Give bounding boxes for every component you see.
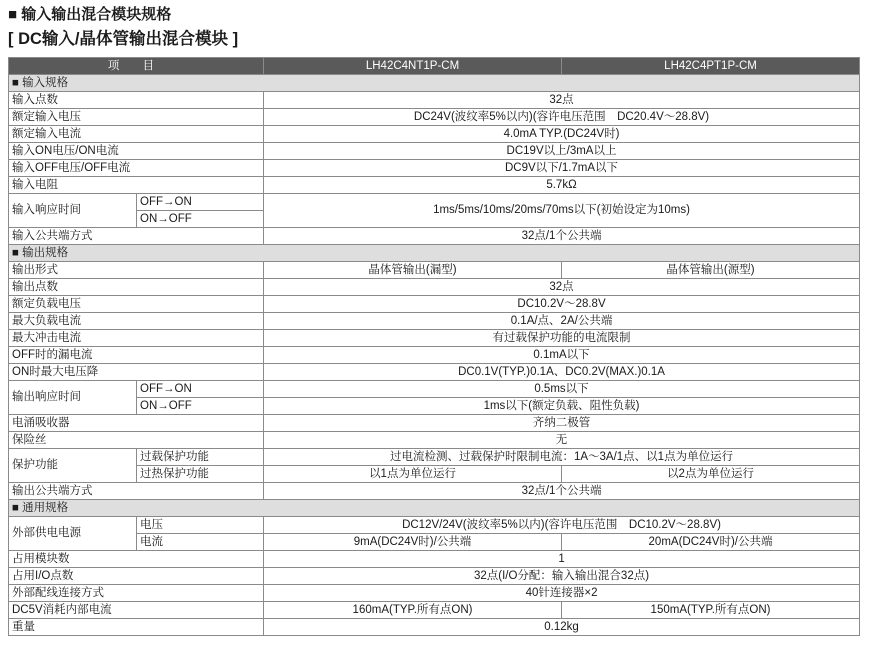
table-row [9, 381, 860, 398]
row-label: 最大冲击电流 [9, 330, 264, 347]
row-value: 无 [264, 432, 860, 449]
table-row [9, 602, 860, 619]
row-value: DC0.1V(TYP.)0.1A、DC0.2V(MAX.)0.1A [264, 364, 860, 381]
row-label: 输出点数 [9, 279, 264, 296]
table-row [9, 194, 860, 211]
row-value-a: 晶体管输出(漏型) [264, 262, 562, 279]
table-row [9, 466, 860, 483]
row-value: 32点(I/O分配：输入输出混合32点) [264, 568, 860, 585]
table-row [9, 126, 860, 143]
row-label: 保护功能 [9, 449, 137, 483]
table-row [9, 568, 860, 585]
section-row-input [9, 75, 860, 92]
table-row [9, 551, 860, 568]
row-label: 输入响应时间 [9, 194, 137, 228]
row-value: 32点 [264, 92, 860, 109]
table-row [9, 279, 860, 296]
row-value: DC24V(波纹率5%以内)(容许电压范围 DC20.4V～28.8V) [264, 109, 860, 126]
row-value: 0.1A/点、2A/公共端 [264, 313, 860, 330]
row-value: DC9V以下/1.7mA以下 [264, 160, 860, 177]
row-value: 4.0mA TYP.(DC24V时) [264, 126, 860, 143]
row-sublabel: 过载保护功能 [137, 449, 264, 466]
row-sublabel: ON→OFF [137, 398, 264, 415]
table-row [9, 534, 860, 551]
row-label: DC5V消耗内部电流 [9, 602, 264, 619]
row-value: 5.7kΩ [264, 177, 860, 194]
row-sublabel: OFF→ON [137, 381, 264, 398]
table-row [9, 483, 860, 500]
table-row [9, 92, 860, 109]
table-row [9, 313, 860, 330]
header-model-b: LH42C4PT1P-CM [562, 58, 860, 75]
table-row [9, 143, 860, 160]
section-label: ■ 输入规格 [9, 75, 860, 92]
row-value: 32点 [264, 279, 860, 296]
row-label: 外部配线连接方式 [9, 585, 264, 602]
row-value-b: 150mA(TYP.所有点ON) [562, 602, 860, 619]
row-label: 外部供电电源 [9, 517, 137, 551]
table-row [9, 262, 860, 279]
row-label: 输入OFF电压/OFF电流 [9, 160, 264, 177]
row-value: DC10.2V～28.8V [264, 296, 860, 313]
row-sublabel: ON→OFF [137, 211, 264, 228]
row-sublabel: 电流 [137, 534, 264, 551]
row-value: 0.12kg [264, 619, 860, 636]
table-row [9, 585, 860, 602]
table-row [9, 517, 860, 534]
row-value: 有过载保护功能的电流限制 [264, 330, 860, 347]
row-label: 额定负载电压 [9, 296, 264, 313]
row-value: 1ms/5ms/10ms/20ms/70ms以下(初始设定为10ms) [264, 194, 860, 228]
row-label: 保险丝 [9, 432, 264, 449]
table-header-row [9, 58, 860, 75]
row-sublabel: OFF→ON [137, 194, 264, 211]
row-label: 占用I/O点数 [9, 568, 264, 585]
row-label: 电涌吸收器 [9, 415, 264, 432]
row-value: DC19V以上/3mA以上 [264, 143, 860, 160]
row-label: 额定输入电流 [9, 126, 264, 143]
header-item: 项 目 [9, 58, 264, 75]
row-label: 输入电阻 [9, 177, 264, 194]
section-label: ■ 输出规格 [9, 245, 860, 262]
table-row [9, 364, 860, 381]
section-title: ■ 输入输出混合模块规格 [8, 6, 172, 23]
row-label: OFF时的漏电流 [9, 347, 264, 364]
row-value: 1ms以下(额定负载、阻性负载) [264, 398, 860, 415]
row-value: 0.5ms以下 [264, 381, 860, 398]
table-row [9, 177, 860, 194]
table-row [9, 347, 860, 364]
section-row-output [9, 245, 860, 262]
row-value: 40针连接器×2 [264, 585, 860, 602]
row-label: 输入点数 [9, 92, 264, 109]
row-sublabel: 电压 [137, 517, 264, 534]
row-value-a: 160mA(TYP.所有点ON) [264, 602, 562, 619]
row-label: 额定输入电压 [9, 109, 264, 126]
table-row [9, 109, 860, 126]
row-label: ON时最大电压降 [9, 364, 264, 381]
module-subtitle: [ DC输入/晶体管输出混合模块 ] [8, 30, 239, 48]
row-value: 1 [264, 551, 860, 568]
header-model-a: LH42C4NT1P-CM [264, 58, 562, 75]
table-row [9, 330, 860, 347]
row-value: 0.1mA以下 [264, 347, 860, 364]
row-sublabel: 过热保护功能 [137, 466, 264, 483]
table-row [9, 619, 860, 636]
table-row [9, 160, 860, 177]
row-value: DC12V/24V(波纹率5%以内)(容许电压范围 DC10.2V～28.8V) [264, 517, 860, 534]
row-label: 重量 [9, 619, 264, 636]
row-value-b: 晶体管输出(源型) [562, 262, 860, 279]
table-row [9, 398, 860, 415]
row-value-a: 9mA(DC24V时)/公共端 [264, 534, 562, 551]
row-label: 输出形式 [9, 262, 264, 279]
row-label: 输入ON电压/ON电流 [9, 143, 264, 160]
row-value: 过电流检测、过载保护时限制电流：1A～3A/1点、以1点为单位运行 [264, 449, 860, 466]
spec-table [8, 57, 860, 636]
row-value: 齐纳二极管 [264, 415, 860, 432]
row-value: 32点/1个公共端 [264, 228, 860, 245]
row-value-a: 以1点为单位运行 [264, 466, 562, 483]
table-row [9, 432, 860, 449]
table-row [9, 228, 860, 245]
section-label: ■ 通用规格 [9, 500, 860, 517]
table-row [9, 449, 860, 466]
row-label: 输入公共端方式 [9, 228, 264, 245]
table-row [9, 415, 860, 432]
row-value: 32点/1个公共端 [264, 483, 860, 500]
row-label: 输出响应时间 [9, 381, 137, 415]
table-row [9, 296, 860, 313]
section-row-general [9, 500, 860, 517]
row-label: 最大负载电流 [9, 313, 264, 330]
row-label: 占用模块数 [9, 551, 264, 568]
row-value-b: 以2点为单位运行 [562, 466, 860, 483]
row-value-b: 20mA(DC24V时)/公共端 [562, 534, 860, 551]
row-label: 输出公共端方式 [9, 483, 264, 500]
